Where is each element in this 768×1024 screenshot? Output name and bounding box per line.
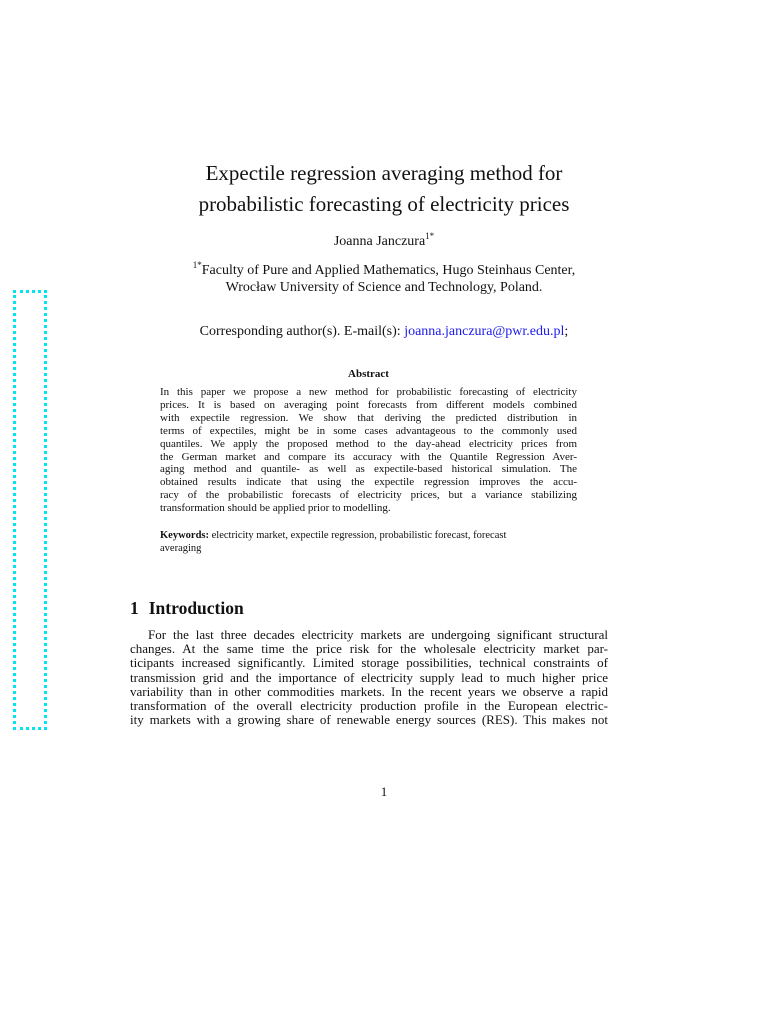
author-marker: 1*	[425, 231, 435, 241]
abstract-line: obtained results indicate that using the expectile regression improves the accu-	[160, 476, 577, 489]
keywords-line-1: electricity market, expectile regression, probabilistic forecast, forecast	[211, 530, 507, 541]
abstract-line: aging method and quantile- as well as expectile-based historical simulation. The	[160, 463, 577, 476]
corresponding-suffix: ;	[564, 324, 569, 339]
abstract-line: terms of expectiles, might be in some cases advantageous to the commonly used	[160, 424, 577, 437]
affiliation-line-2: Wrocław University of Science and Technology, Poland.	[225, 280, 543, 295]
intro-line: transmission grid and the importance of electricity supply lead to much higher price	[130, 669, 608, 685]
abstract-line: prices. It is based on averaging point forecasts from different models combined	[160, 398, 577, 411]
keywords-label: Keywords:	[160, 530, 209, 541]
page-number: 1	[380, 784, 388, 799]
abstract-body	[160, 386, 577, 515]
intro-line: variability than in other commodities markets. In the recent years we observe a rapid	[130, 683, 608, 699]
intro-line: ity markets with a growing share of renewable energy sources (RES). This makes not	[130, 712, 608, 728]
intro-line: For the last three decades electricity markets are undergoing significant structural	[148, 627, 608, 642]
introduction-paragraph	[130, 628, 608, 727]
section-title: Introduction	[148, 598, 244, 618]
intro-line: ticipants increased significantly. Limited storage possibilities, technical constraints of	[130, 655, 608, 671]
intro-line: changes. At the same time the price risk for the wholesale electricity market par-	[130, 641, 608, 657]
abstract-line: the German market and compare its accuracy with the Quantile Regression Aver-	[160, 450, 577, 463]
corresponding-prefix: Corresponding author(s). E-mail(s):	[199, 324, 401, 339]
author-name: Joanna Janczura	[333, 234, 426, 249]
abstract-line: with expectile regression. We show that deriving the predicted distribution in	[160, 411, 577, 424]
abstract-line: quantiles. We apply the proposed method to the day-ahead electricity prices from	[160, 437, 577, 450]
affiliation-line-1: Faculty of Pure and Applied Mathematics, Hugo Steinhaus Center,	[201, 263, 576, 278]
affiliation	[100, 262, 668, 296]
abstract-line: transformation should be applied prior to modelling.	[160, 502, 391, 515]
section-number: 1	[130, 598, 139, 618]
title-line-1: Expectile regression averaging method for	[205, 161, 563, 185]
affiliation-marker: 1*	[192, 260, 202, 270]
margin-note-frame	[13, 290, 47, 730]
corresponding-email-link[interactable]: joanna.janczura@pwr.edu.pl	[404, 324, 565, 339]
intro-line: transformation of the overall electricity production profile in the European electric-	[130, 698, 608, 714]
abstract-line: racy of the probabilistic forecasts of electricity prices, but a variance stabilizing	[160, 489, 577, 502]
paper-title	[100, 158, 668, 220]
keywords	[160, 530, 577, 555]
keywords-line-2: averaging	[160, 542, 202, 554]
abstract-line: In this paper we propose a new method for probabilistic forecasting of electricity	[160, 386, 577, 398]
title-line-2: probabilistic forecasting of electricity prices	[198, 192, 570, 216]
corresponding-author	[100, 324, 668, 340]
abstract-heading: Abstract	[348, 368, 389, 380]
author	[100, 231, 668, 250]
section-heading	[130, 598, 244, 619]
